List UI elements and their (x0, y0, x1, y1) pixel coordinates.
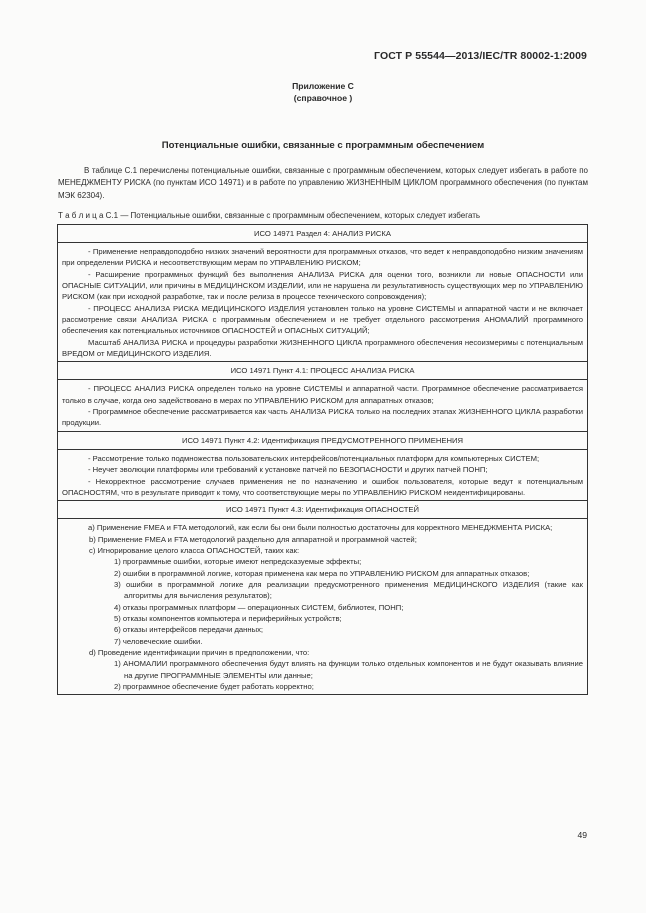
intro-paragraph: В таблице С.1 перечислены потенциальные ошибки, связанные с программным обеспечением, которых следует избегать в работе по МЕНЕДЖМЕНТУ РИСКА (по пунктам ИСО 14971) и в работе по управлению ЖИЗНЕННЫМ ЦИКЛОМ программного обеспечения (по пунктам МЭК 62304). (58, 166, 588, 200)
section-header: ИСО 14971 Пункт 4.3: Идентификация ОПАСНОСТЕЙ (58, 501, 587, 519)
section-body (58, 450, 587, 501)
section-body (58, 243, 587, 362)
appendix-heading (0, 80, 646, 104)
page-number: 49 (577, 830, 587, 840)
page-title: Потенциальные ошибки, связанные с программным обеспечением (161, 140, 485, 151)
sub-list-item: 4) отказы программных платформ — операционных СИСТЕМ, библиотек, ПОНП; (114, 602, 404, 612)
section-body (58, 519, 587, 694)
table-caption: Т а б л и ц а С.1 — Потенциальные ошибки, связанные с программным обеспечением, которых следует избегать (58, 211, 481, 220)
appendix-title: Приложение С (292, 81, 354, 91)
table-paragraph: - ПРОЦЕСС АНАЛИЗА РИСКА МЕДИЦИНСКОГО ИЗДЕЛИЯ установлен только на уровне СИСТЕМЫ и аппаратной части и не включает рассмотрение связи АНАЛИЗА РИСКА с программным обеспечением и не требует отдельного рассмотрения АНОМАЛИЙ программного обеспечения как потенциальных источников ОПАСНОСТЕЙ и ОПАСНЫХ СИТУАЦИЙ; (62, 303, 583, 336)
section-header: ИСО 14971 Пункт 4.2: Идентификация ПРЕДУСМОТРЕННОГО ПРИМЕНЕНИЯ (58, 432, 587, 450)
section-body (58, 380, 587, 431)
list-item-c: с) Игнорирование целого класса ОПАСНОСТЕЙ, таких как: (89, 545, 300, 555)
appendix-note: (справочное ) (293, 93, 353, 103)
table-paragraph: Масштаб АНАЛИЗА РИСКА и процедуры разработки ЖИЗНЕННОГО ЦИКЛА программного обеспечения несоизмеримы с потенциальным ВРЕДОМ от МЕДИЦИНСКОГО ИЗДЕЛИЯ. (62, 337, 583, 359)
table-paragraph: - Неучет эволюции платформы или требований к установке патчей по БЕЗОПАСНОСТИ и других патчей ПОНП; (88, 465, 488, 475)
sub-list-item: 2) ошибки в программной логике, которая применена как мера по УПРАВЛЕНИЮ РИСКОМ для аппаратных отказов; (114, 568, 530, 578)
list-item-b: b) Применение FMEA и FTA методологий раздельно для аппаратной и программной частей; (89, 534, 417, 544)
sub-list-item: 2) программное обеспечение будет работать корректно; (114, 682, 314, 691)
list-item-d: d) Проведение идентификации причин в предположении, что: (89, 647, 310, 657)
table-paragraph: - Применение неправдоподобно низких значений вероятности для программных отказов, что ведет к неправдоподобно низким значениям при определении РИСКА и несоответствующим мерам по УПРАВЛЕНИЮ РИСКОМ; (62, 247, 583, 268)
sub-list-item: 1) АНОМАЛИИ программного обеспечения будут влиять на функции только отдельных компонентов и не будут оказывать влияние на другие ПРОГРАММНЫЕ ЭЛЕМЕНТЫ или данные; (114, 659, 583, 680)
sub-list-item: 6) отказы интерфейсов передачи данных; (114, 625, 264, 635)
section-header: ИСО 14971 Раздел 4: АНАЛИЗ РИСКА (58, 225, 587, 243)
table-paragraph: - Программное обеспечение рассматривается как часть АНАЛИЗА РИСКА только на последних этапах ЖИЗНЕННОГО ЦИКЛА разработки продукции. (62, 407, 583, 428)
risk-table (57, 224, 588, 695)
table-paragraph: - ПРОЦЕСС АНАЛИЗ РИСКА определен только на уровне СИСТЕМЫ и аппаратной части. Программное обеспечение рассматривается только в случае, когда оно задействовано в мерах по УПРАВЛЕНИЮ РИСКОМ для аппаратных отказов; (62, 384, 583, 405)
sub-list-item: 7) человеческие ошибки. (114, 636, 203, 646)
sub-list-item: 3) ошибки в программной логике для реализации предусмотренного применения МЕДИЦИНСКОГО ИЗДЕЛИЯ (такие как алгоритмы для вычисления результатов); (114, 579, 583, 601)
list-item-a: а) Применение FMEA и FTA методологий, как если бы они были полностью достаточны для корректного МЕНЕДЖМЕНТА РИСКА; (88, 523, 553, 533)
table-paragraph: - Расширение программных функций без выполнения АНАЛИЗА РИСКА для оценки того, возникли ли новые ОПАСНОСТИ или ОПАСНЫЕ СИТУАЦИИ, или причины в МЕДИЦИНСКОМ ИЗДЕЛИИ, или не нарушена ли результативность существующих мер по УПРАВЛЕНИЮ РИСКОМ (как при исходной разработке, так и после релиза в процессе технического сопровождения); (62, 269, 583, 302)
section-header: ИСО 14971 Пункт 4.1: ПРОЦЕСС АНАЛИЗА РИСКА (58, 362, 587, 380)
document-code: ГОСТ Р 55544—2013/IEC/TR 80002-1:2009 (374, 50, 587, 62)
sub-list-item: 5) отказы компонентов компьютера и периферийных устройств; (114, 613, 342, 623)
table-paragraph: - Рассмотрение только подмножества пользовательских интерфейсов/потенциальных платформ для компьютерных СИСТЕМ; (88, 453, 540, 463)
table-paragraph: - Некорректное рассмотрение случаев применения не по назначению и ошибок пользователя, которые ведут к потенциальным ОПАСНОСТЯМ, что в результате приводит к тому, что соответствующие меры по УПРАВЛЕНИЮ РИСКОМ неидентифицированы. (62, 476, 583, 497)
sub-list-item: 1) программные ошибки, которые имеют непредсказуемые эффекты; (114, 557, 362, 567)
